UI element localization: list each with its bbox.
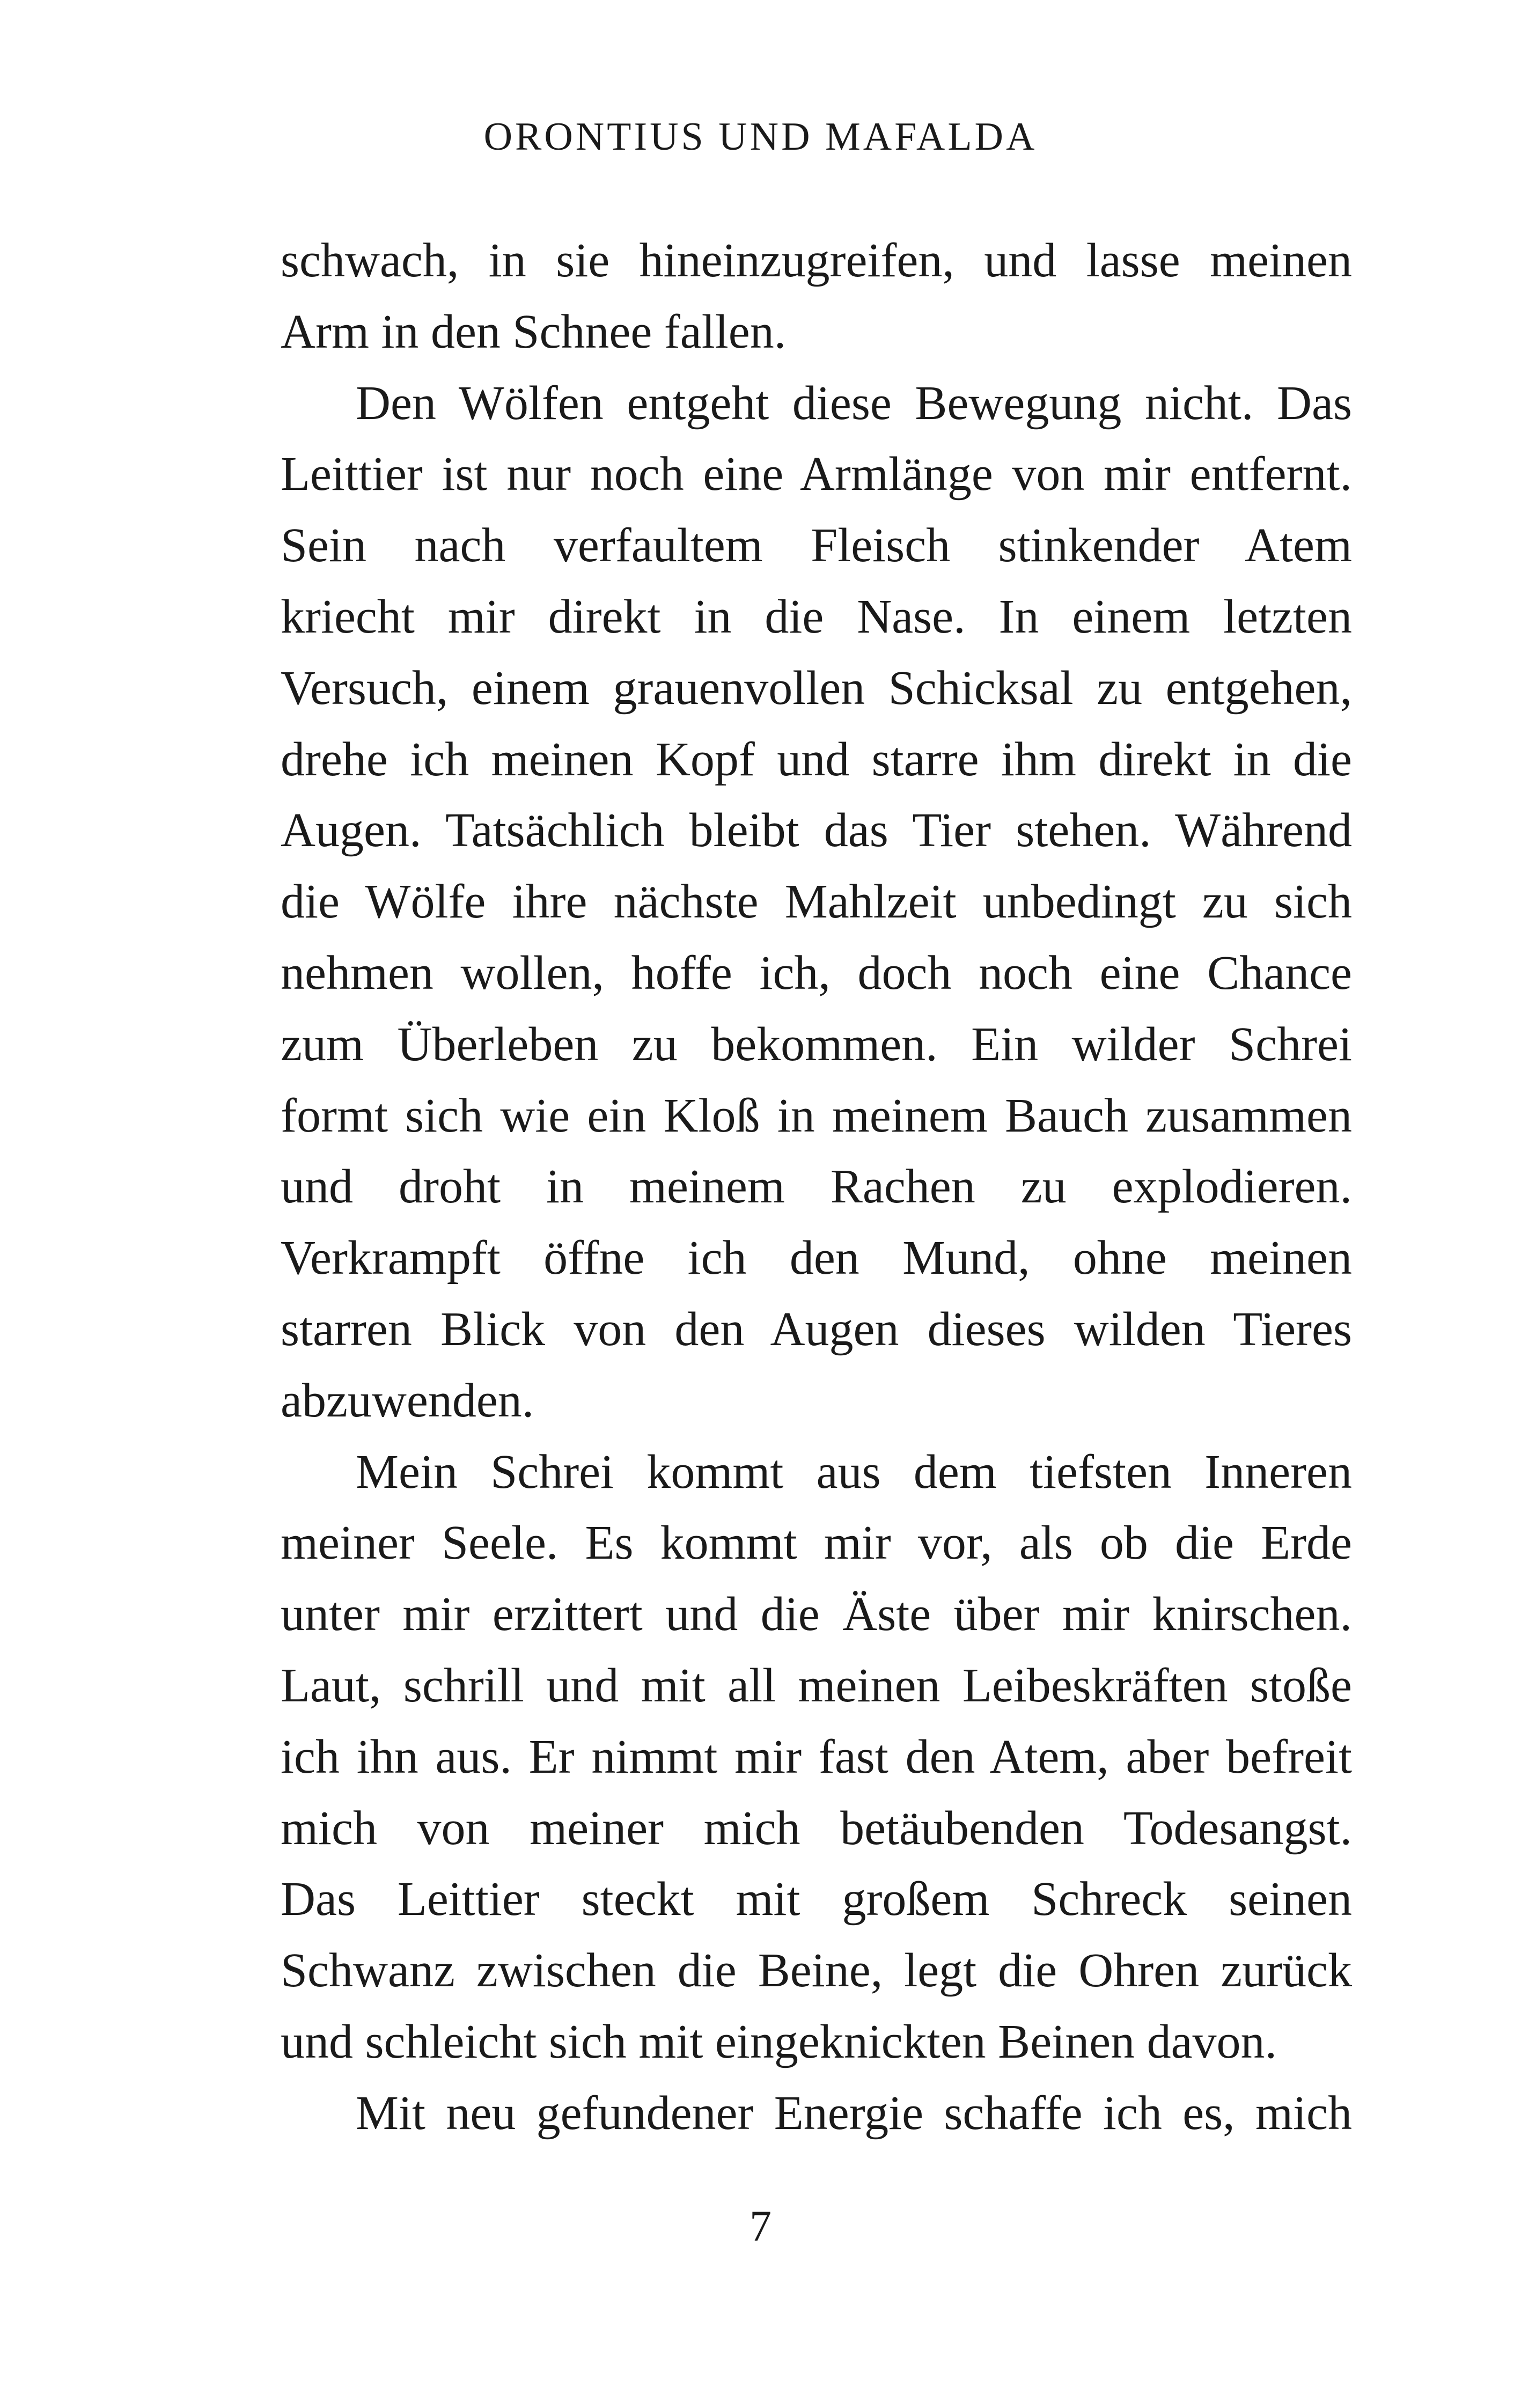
text-line: mich von meiner mich betäubenden Todesangst. [281,1801,1352,1855]
text-line: formt sich wie ein Kloß in meinem Bauch zusammen [281,1089,1352,1142]
text-line: zum Überleben zu bekommen. Ein wilder Schrei [281,1017,1352,1071]
text-line: Verkrampft öffne ich den Mund, ohne meinen [281,1231,1352,1285]
paragraph-start-line: Den Wölfen entgeht diese Bewegung nicht. Das [356,376,1352,430]
paragraph-start-line: Mein Schrei kommt aus dem tiefsten Inneren [356,1445,1352,1499]
text-line: schwach, in sie hineinzugreifen, und lasse meinen [281,234,1352,287]
text-line: kriecht mir direkt in die Nase. In einem letzten [281,590,1352,643]
text-line: Arm in den Schnee fallen. [281,305,787,358]
text-line: und schleicht sich mit eingeknickten Beinen davon. [281,2015,1277,2068]
text-line: drehe ich meinen Kopf und starre ihm direkt in die [281,732,1352,786]
body-text [281,225,1352,2149]
running-head-title: ORONTIUS UND MAFALDA [483,115,1038,159]
text-line: Sein nach verfaultem Fleisch stinkender Atem [281,519,1352,572]
paragraph-start-line: Mit neu gefundener Energie schaffe ich es, mich [356,2086,1352,2140]
text-line: meiner Seele. Es kommt mir vor, als ob die Erde [281,1516,1352,1570]
text-line: und droht in meinem Rachen zu explodieren. [281,1160,1352,1214]
text-line: die Wölfe ihre nächste Mahlzeit unbedingt zu sich [281,875,1352,929]
text-line: Das Leittier steckt mit großem Schreck seinen [281,1873,1352,1926]
text-line: starren Blick von den Augen dieses wilden Tieres [281,1302,1352,1356]
text-line: Versuch, einem grauenvollen Schicksal zu entgehen, [281,661,1352,715]
text-line: unter mir erzittert und die Äste über mir knirschen. [281,1588,1352,1641]
text-line: nehmen wollen, hoffe ich, doch noch eine Chance [281,946,1352,1000]
text-line: ich ihn aus. Er nimmt mir fast den Atem, aber befreit [281,1730,1352,1783]
text-line: Schwanz zwischen die Beine, legt die Ohren zurück [281,1944,1352,1998]
page-number: 7 [750,2201,771,2250]
text-line: abzuwenden. [281,1374,534,1427]
text-line: Augen. Tatsächlich bleibt das Tier stehen. Während [281,804,1352,857]
text-line: Laut, schrill und mit all meinen Leibeskräften stoße [281,1658,1352,1712]
text-line: Leittier ist nur noch eine Armlänge von mir entfernt. [281,447,1352,501]
